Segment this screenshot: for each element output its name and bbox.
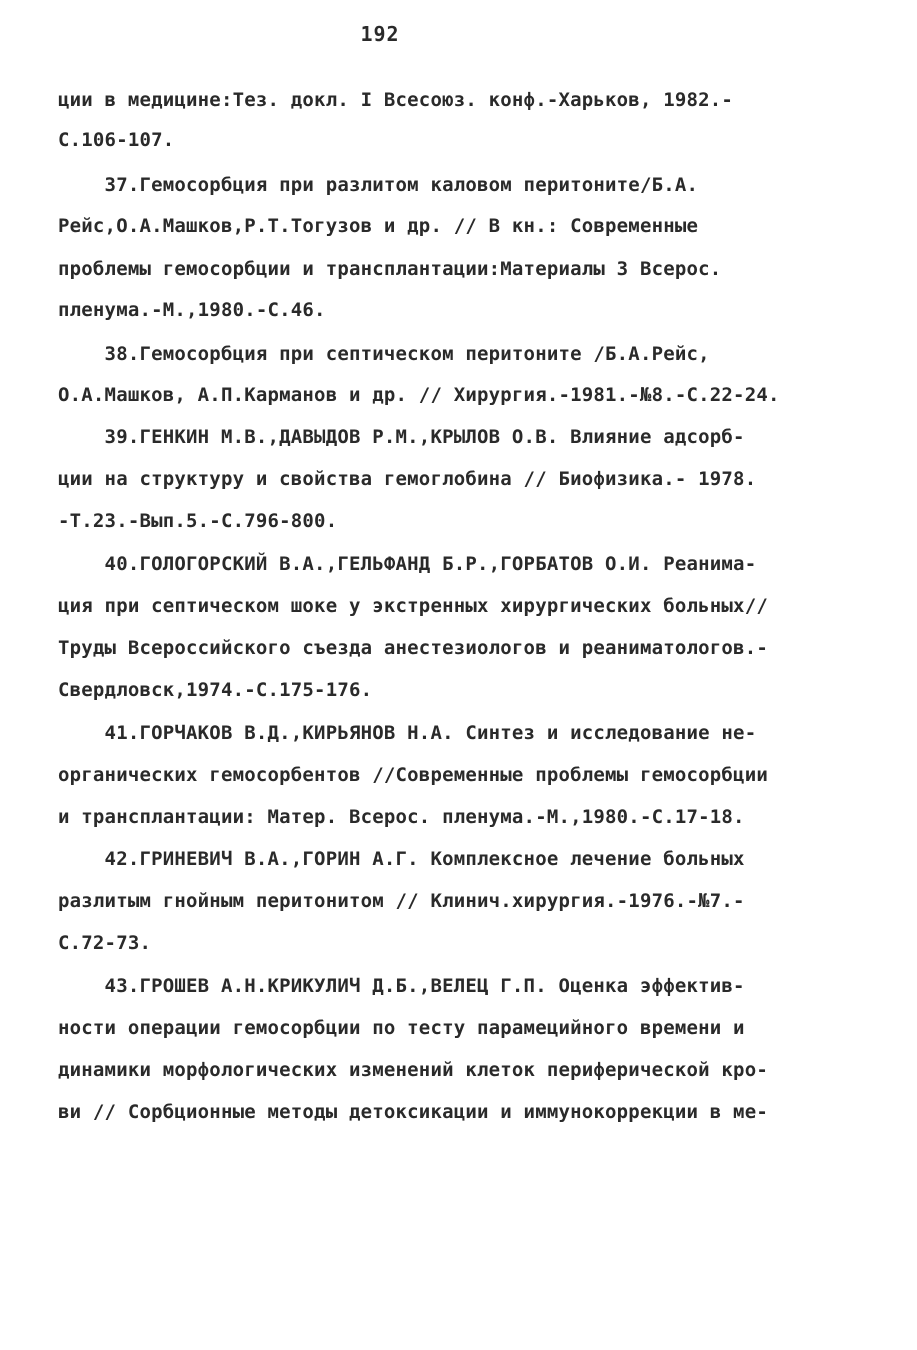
text-line: О.А.Машков, А.П.Карманов и др. // Хирургия.-1981.-№8.-С.22-24. bbox=[58, 384, 780, 406]
text-line: органических гемосорбентов //Современные проблемы гемосорбции bbox=[58, 764, 768, 786]
text-line: ции в медицине:Тез. докл. I Всесоюз. конф.-Харьков, 1982.- bbox=[58, 89, 734, 111]
text-line: Труды Всероссийского съезда анестезиологов и реаниматологов.- bbox=[58, 637, 768, 659]
reference-40-start: 40.ГОЛОГОРСКИЙ В.А.,ГЕЛЬФАНД Б.Р.,ГОРБАТОВ О.И. Реанима- bbox=[58, 553, 757, 575]
text-line: ви // Сорбционные методы детоксикации и иммунокоррекции в ме- bbox=[58, 1101, 768, 1123]
text-line: С.72-73. bbox=[58, 932, 152, 954]
text-line: динамики морфологических изменений клеток периферической кро- bbox=[58, 1059, 768, 1081]
text-line: ности операции гемосорбции по тесту парамецийного времени и bbox=[58, 1017, 745, 1039]
text-line: Рейс,О.А.Машков,Р.Т.Тогузов и др. // В кн.: Современные bbox=[58, 215, 699, 237]
reference-37-start: 37.Гемосорбция при разлитом каловом перитоните/Б.А. bbox=[58, 174, 699, 196]
text-line: и трансплантации: Матер. Всерос. пленума.-М.,1980.-С.17-18. bbox=[58, 806, 745, 828]
text-line: С.106-107. bbox=[58, 129, 175, 151]
reference-38-start: 38.Гемосорбция при септическом перитоните /Б.А.Рейс, bbox=[58, 343, 710, 365]
text-line: ция при септическом шоке у экстренных хирургических больных// bbox=[58, 595, 768, 617]
text-line: Свердловск,1974.-С.175-176. bbox=[58, 679, 373, 701]
reference-39-start: 39.ГЕНКИН М.В.,ДАВЫДОВ Р.М.,КРЫЛОВ О.В. Влияние адсорб- bbox=[58, 426, 745, 448]
text-line: проблемы гемосорбции и трансплантации:Материалы 3 Всерос. bbox=[58, 258, 722, 280]
reference-43-start: 43.ГРОШЕВ А.Н.КРИКУЛИЧ Д.Б.,ВЕЛЕЦ Г.П. Оценка эффектив- bbox=[58, 975, 745, 997]
page-number: 192 bbox=[360, 22, 400, 46]
text-line: ции на структуру и свойства гемоглобина // Биофизика.- 1978. bbox=[58, 468, 757, 490]
reference-42-start: 42.ГРИНЕВИЧ В.А.,ГОРИН А.Г. Комплексное лечение больных bbox=[58, 848, 745, 870]
text-line: пленума.-М.,1980.-С.46. bbox=[58, 299, 326, 321]
reference-41-start: 41.ГОРЧАКОВ В.Д.,КИРЬЯНОВ Н.А. Синтез и исследование не- bbox=[58, 722, 757, 744]
text-line: разлитым гнойным перитонитом // Клинич.хирургия.-1976.-№7.- bbox=[58, 890, 745, 912]
text-line: -Т.23.-Вып.5.-С.796-800. bbox=[58, 510, 338, 532]
